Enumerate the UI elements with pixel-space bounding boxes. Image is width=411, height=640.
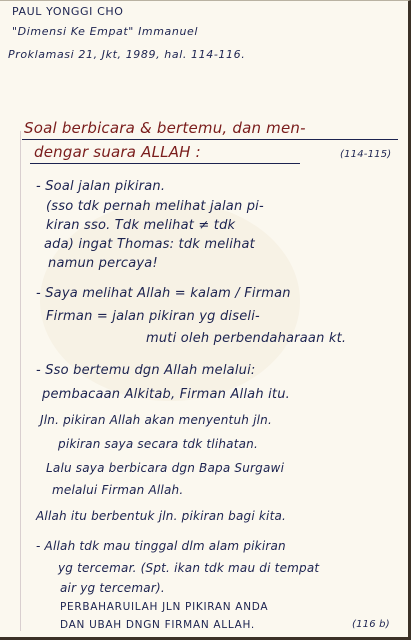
body-line: - Saya melihat Allah = kalam / Firman [36, 286, 291, 301]
page-ref: (114-115) [340, 149, 392, 160]
margin-line [20, 131, 21, 631]
body-line: muti oleh perbendaharaan kt. [146, 331, 347, 346]
section-title-line2: dengar suara ALLAH : [34, 143, 201, 161]
body-line: Lalu saya berbicara dgn Bapa Surgawi [46, 461, 285, 475]
section-title-line1: Soal berbicara & bertemu, dan men- [24, 119, 306, 137]
body-line: Allah itu berbentuk jln. pikiran bagi kita. [36, 509, 287, 523]
body-line: DAN UBAH DNGN FIRMAN ALLAH. [60, 619, 255, 631]
body-line: kiran sso. Tdk melihat ≠ tdk [46, 218, 236, 233]
body-line: melalui Firman Allah. [52, 483, 184, 497]
body-line: pembacaan Alkitab, Firman Allah itu. [42, 387, 290, 402]
body-line: Jln. pikiran Allah akan menyentuh jln. [40, 413, 272, 427]
book-title-line: "Dimensi Ke Empat" Immanuel [12, 25, 199, 38]
body-line: (sso tdk pernah melihat jalan pi- [46, 199, 264, 214]
footer-ref: (116 b) [352, 619, 390, 630]
body-line: PERBAHARUILAH JLN PIKIRAN ANDA [60, 601, 269, 613]
body-line: namun percaya! [48, 256, 158, 271]
body-line: Firman = jalan pikiran yg diseli- [46, 309, 260, 324]
body-line: - Sso bertemu dgn Allah melalui: [36, 363, 256, 378]
body-line: ada) ingat Thomas: tdk melihat [44, 237, 255, 252]
publication-line: Proklamasi 21, Jkt, 1989, hal. 114-116. [8, 48, 246, 61]
body-line: - Allah tdk mau tinggal dlm alam pikiran [36, 539, 286, 553]
title-underline-2 [30, 163, 300, 164]
body-line: yg tercemar. (Spt. ikan tdk mau di tempat [58, 561, 320, 575]
title-underline-1 [22, 139, 398, 140]
body-line: air yg tercemar). [60, 581, 165, 595]
author-line: PAUL YONGGI CHO [12, 5, 124, 18]
body-line: pikiran saya secara tdk tlihatan. [58, 437, 259, 451]
body-line: - Soal jalan pikiran. [36, 179, 166, 194]
